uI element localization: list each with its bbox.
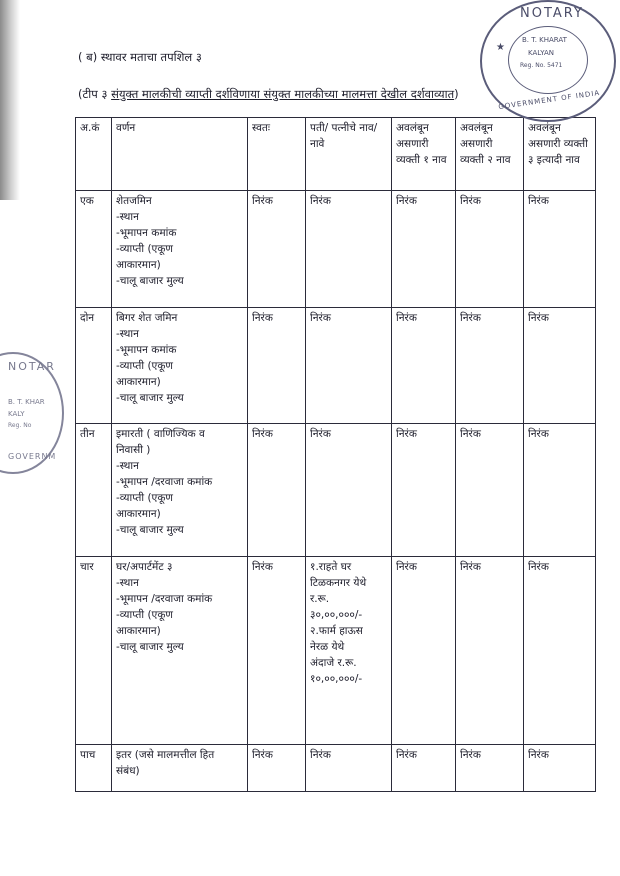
cell-spouse (306, 557, 392, 745)
cell-spouse (306, 745, 392, 792)
spouse-line: र.रू. (310, 593, 330, 605)
spouse-line: २.फार्म हाऊस (310, 625, 363, 637)
stamp-side-city: KALY (8, 410, 25, 418)
cell-description (112, 745, 248, 792)
spouse-line: १०,००,०००/- (310, 673, 363, 685)
cell-dependent-2: निरंक (456, 557, 524, 745)
cell-dependent-1: निरंक (392, 191, 456, 308)
description-line: शेतजमिन (116, 195, 152, 207)
cell-dependent-3: निरंक (524, 424, 596, 557)
table-row (76, 745, 596, 792)
note-prefix: (टीप ३ (78, 87, 112, 101)
cell-description (112, 191, 248, 308)
description-line: -चालू बाजार मुल्य (116, 641, 184, 653)
description-line: आकारमान) (116, 376, 161, 388)
table-row (76, 308, 596, 424)
description-line: -चालू बाजार मुल्य (116, 524, 184, 536)
spouse-line: ३०,००,०००/- (310, 609, 363, 621)
cell-description (112, 308, 248, 424)
notary-stamp-side (0, 352, 64, 474)
cell-dependent-3: निरंक (524, 308, 596, 424)
spouse-line: नेरळ येथे (310, 641, 345, 653)
header-sr: अ.कं (76, 118, 112, 191)
notary-stamp (480, 0, 616, 122)
cell-sr: एक (76, 191, 112, 308)
description-line: संबंध) (116, 765, 140, 777)
cell-dependent-2: निरंक (456, 424, 524, 557)
stamp-side-name: B. T. KHAR (8, 398, 45, 406)
table-row (76, 557, 596, 745)
cell-dependent-1: निरंक (392, 557, 456, 745)
stamp-side-reg: Reg. No (8, 422, 32, 429)
cell-dependent-2: निरंक (456, 191, 524, 308)
description-line: -स्थान (116, 460, 139, 472)
header-self: स्वतः (248, 118, 306, 191)
cell-dependent-1: निरंक (392, 745, 456, 792)
spouse-line: १.राहते घर (310, 561, 352, 573)
cell-self: निरंक (248, 557, 306, 745)
cell-self: निरंक (248, 191, 306, 308)
cell-description (112, 424, 248, 557)
cell-sr: दोन (76, 308, 112, 424)
stamp-city: KALYAN (528, 49, 554, 57)
cell-dependent-1: निरंक (392, 424, 456, 557)
stamp-govt: GOVERNMENT OF INDIA (497, 88, 601, 112)
spouse-line: टिळकनगर येथे (310, 577, 367, 589)
cell-dependent-2: निरंक (456, 308, 524, 424)
header-dependent-2: अवलंबून असणारी व्यक्ती २ नाव (456, 118, 524, 191)
description-line: -स्थान (116, 577, 139, 589)
description-line: इमारती ( वाणिज्यिक व (116, 428, 205, 440)
header-spouse: पती/ पत्नीचे नाव/ नावे (306, 118, 392, 191)
cell-spouse (306, 308, 392, 424)
cell-self: निरंक (248, 745, 306, 792)
header-description: वर्णन (112, 118, 248, 191)
cell-dependent-3: निरंक (524, 557, 596, 745)
description-line: इतर (जसे मालमत्तील हित (116, 749, 215, 761)
table-row (76, 191, 596, 308)
description-line: -व्याप्ती (एकूण (116, 360, 174, 372)
stamp-side-govt: GOVERNM (8, 452, 57, 461)
stamp-name: B. T. KHARAT (522, 36, 567, 44)
description-line: -भूमापन /दरवाजा कमांक (116, 593, 213, 605)
spouse-line: निरंक (310, 428, 331, 440)
description-line: -चालू बाजार मुल्य (116, 392, 184, 404)
cell-sr: तीन (76, 424, 112, 557)
stamp-side-title: NOTAR (8, 360, 56, 373)
description-line: घर/अपार्टमेंट ३ (116, 561, 173, 573)
cell-sr: पाच (76, 745, 112, 792)
star-icon: ★ (496, 42, 505, 53)
description-line: -स्थान (116, 211, 139, 223)
spouse-line: निरंक (310, 312, 331, 324)
description-line: बिगर शेत जमिन (116, 312, 178, 324)
header-dependent-3: अवलंबून असणारी व्यक्ती ३ इत्यादी नाव (524, 118, 596, 191)
cell-self: निरंक (248, 308, 306, 424)
spouse-line: निरंक (310, 749, 331, 761)
description-line: -भूमापन /दरवाजा कमांक (116, 476, 213, 488)
description-line: आकारमान) (116, 259, 161, 271)
cell-dependent-3: निरंक (524, 745, 596, 792)
note-suffix: ) (454, 87, 459, 101)
stamp-title: NOTARY (520, 6, 584, 21)
page-edge-shadow (0, 0, 20, 200)
description-line: -भूमापन कमांक (116, 227, 177, 239)
stamp-reg: Reg. No. 5471 (520, 62, 563, 69)
spouse-line: अंदाजे र.रू. (310, 657, 357, 669)
description-line: -व्याप्ती (एकूण (116, 609, 174, 621)
description-line: -भूमापन कमांक (116, 344, 177, 356)
note-underlined-text: संयुक्त मालकीची व्याप्ती दर्शविणाया संयुक्त मालकीच्या मालमत्ता देखील दर्शवाव्यात (111, 87, 455, 101)
description-line: आकारमान) (116, 508, 161, 520)
cell-dependent-2: निरंक (456, 745, 524, 792)
cell-dependent-3: निरंक (524, 191, 596, 308)
description-line: -व्याप्ती (एकूण (116, 492, 174, 504)
immovable-property-table (75, 117, 596, 792)
description-line: -चालू बाजार मुल्य (116, 275, 184, 287)
section-note (78, 87, 459, 102)
cell-spouse (306, 424, 392, 557)
description-line: आकारमान) (116, 625, 161, 637)
description-line: -व्याप्ती (एकूण (116, 243, 174, 255)
cell-spouse (306, 191, 392, 308)
description-line: -स्थान (116, 328, 139, 340)
table-row (76, 424, 596, 557)
table-header-row (76, 118, 596, 191)
section-heading: ( ब) स्थावर मताचा तपशिल ३ (78, 50, 202, 64)
cell-dependent-1: निरंक (392, 308, 456, 424)
spouse-line: निरंक (310, 195, 331, 207)
header-dependent-1: अवलंबून असणारी व्यक्ती १ नाव (392, 118, 456, 191)
description-line: निवासी ) (116, 444, 151, 456)
cell-description (112, 557, 248, 745)
cell-self: निरंक (248, 424, 306, 557)
cell-sr: चार (76, 557, 112, 745)
